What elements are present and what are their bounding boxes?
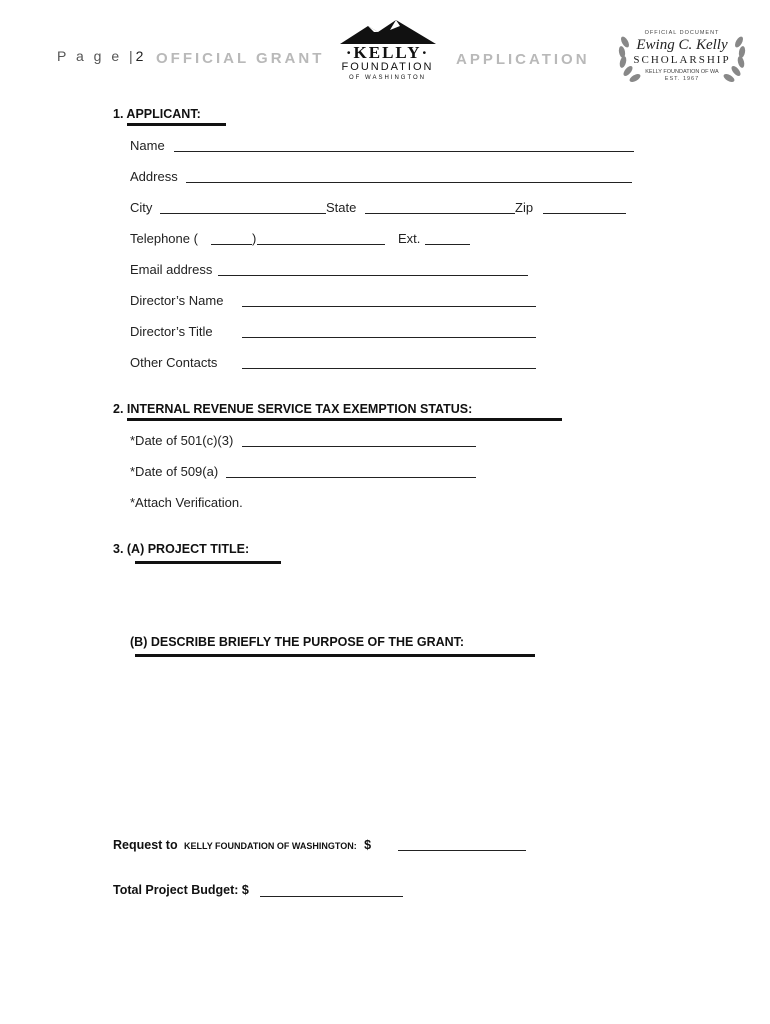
address-label: Address: [130, 169, 178, 184]
ext-field[interactable]: [425, 244, 470, 245]
zip-label: Zip: [515, 200, 534, 215]
state-field[interactable]: [365, 213, 515, 214]
request-dollar: $: [364, 838, 372, 852]
request-amount-field[interactable]: [398, 850, 526, 851]
header-title-left: OFFICIAL GRANT: [156, 50, 325, 67]
attach-verification-note: *Attach Verification.: [130, 495, 243, 510]
city-field[interactable]: [160, 213, 326, 214]
section-applicant-heading: 1. APPLICANT:: [113, 107, 201, 121]
telephone-paren: ): [252, 231, 257, 246]
other-contacts-field[interactable]: [242, 368, 536, 369]
logo-foundation: FOUNDATION: [341, 61, 434, 73]
heading-underline: [135, 561, 281, 564]
city-label: City: [130, 200, 153, 215]
header-title-right: APPLICATION: [456, 51, 590, 68]
date-509-field[interactable]: [226, 477, 476, 478]
zip-field[interactable]: [543, 213, 626, 214]
other-contacts-label: Other Contacts: [130, 355, 218, 370]
telephone-field[interactable]: [257, 244, 385, 245]
budget-amount-field[interactable]: [260, 896, 403, 897]
scholarship-seal: OFFICIAL DOCUMENT Ewing C. Kelly SCHOLARSHIP KELLY FOUNDATION OF WA EST. 1967: [615, 28, 749, 86]
kelly-foundation-logo: [335, 18, 440, 90]
logo-washington: OF WASHINGTON: [349, 75, 426, 81]
heading-underline: [127, 123, 226, 126]
email-field[interactable]: [218, 275, 528, 276]
directors-title-label: Director’s Title: [130, 324, 213, 339]
logo-name: ·KELLY·: [345, 43, 430, 62]
area-code-field[interactable]: [211, 244, 252, 245]
directors-title-field[interactable]: [242, 337, 536, 338]
state-label: State: [326, 200, 357, 215]
address-field[interactable]: [186, 182, 632, 183]
date-509-label: *Date of 509(a): [130, 464, 219, 479]
section-tax-status-heading: 2. INTERNAL REVENUE SERVICE TAX EXEMPTION STATUS:: [113, 402, 473, 416]
heading-underline: [127, 418, 562, 421]
directors-name-label: Director’s Name: [130, 293, 224, 308]
section-purpose-heading: (B) DESCRIBE BRIEFLY THE PURPOSE OF THE GRANT:: [130, 635, 465, 649]
request-org: KELLY FOUNDATION OF WASHINGTON:: [184, 841, 357, 851]
date-501-label: *Date of 501(c)(3): [130, 433, 234, 448]
section-project-title-heading: 3. (A) PROJECT TITLE:: [113, 542, 250, 556]
email-label: Email address: [130, 262, 213, 277]
name-label: Name: [130, 138, 165, 153]
telephone-label: Telephone (: [130, 231, 198, 246]
name-field[interactable]: [174, 151, 634, 152]
page-number: P a g e |2: [57, 48, 147, 64]
request-label: Request to: [113, 838, 178, 852]
ext-label: Ext.: [398, 231, 421, 246]
directors-name-field[interactable]: [242, 306, 536, 307]
heading-underline: [135, 654, 535, 657]
mountain-icon: [338, 18, 438, 46]
budget-label: Total Project Budget: $: [113, 883, 249, 897]
date-501-field[interactable]: [242, 446, 476, 447]
request-line: [113, 836, 371, 854]
